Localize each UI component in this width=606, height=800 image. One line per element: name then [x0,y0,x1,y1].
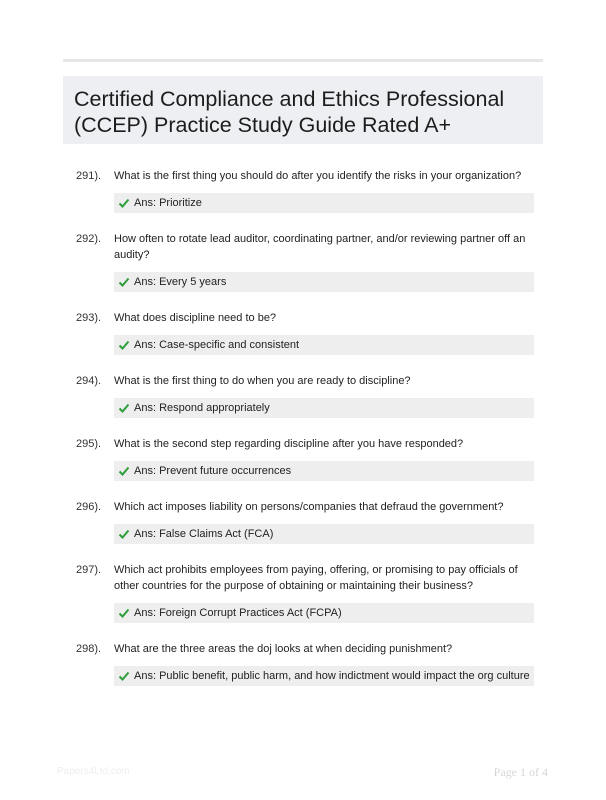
top-divider [63,59,543,62]
check-icon [118,402,130,414]
title-banner [63,76,543,144]
qa-item [0,310,606,355]
question-number: 294). [76,375,102,387]
check-icon [118,528,130,540]
answer-box [114,398,534,418]
question-text: What are the three areas the doj looks at when deciding punishment? [114,643,453,655]
qa-item [0,641,606,686]
answer-text: Ans: Prevent future occurrences [134,465,292,477]
qa-item [0,562,606,623]
answer-text: Ans: False Claims Act (FCA) [134,528,274,540]
answer-box [114,666,534,686]
question-number: 297). [76,564,102,576]
qa-item [0,373,606,418]
question-text: Which act prohibits employees from paying, offering, or promising to pay officials of other countries for the purpose of obtaining or maintaining their business? [114,564,518,592]
check-icon [118,276,130,288]
answer-text: Ans: Case-specific and consistent [134,339,300,351]
answer-box [114,603,534,623]
question-number: 296). [76,501,102,513]
qa-item [0,168,606,213]
question-number: 292). [76,233,102,245]
check-icon [118,197,130,209]
qa-item [0,231,606,292]
answer-text: Ans: Foreign Corrupt Practices Act (FCPA) [134,607,342,619]
answer-box [114,524,534,544]
qa-item [0,499,606,544]
answer-text: Ans: Prioritize [134,197,202,209]
answer-text: Ans: Respond appropriately [134,402,270,414]
answer-box [114,272,534,292]
answer-box [114,335,534,355]
question-list [0,168,606,686]
question-text: What does discipline need to be? [114,312,277,324]
answer-box [114,461,534,481]
answer-text: Ans: Public benefit, public harm, and how indictment would impact the org culture [134,670,530,682]
question-text: Which act imposes liability on persons/companies that defraud the government? [114,501,504,513]
qa-item [0,436,606,481]
check-icon [118,607,130,619]
question-text: What is the second step regarding discipline after you have responded? [114,438,464,450]
question-number: 295). [76,438,102,450]
check-icon [118,339,130,351]
question-number: 298). [76,643,102,655]
question-number: 291). [76,170,102,182]
question-number: 293). [76,312,102,324]
answer-text: Ans: Every 5 years [134,276,227,288]
answer-box [114,193,534,213]
document-title: Certified Compliance and Ethics Professional (CCEP) Practice Study Guide Rated A+ [74,87,505,137]
question-text: What is the first thing to do when you are ready to discipline? [114,375,411,387]
check-icon [118,465,130,477]
footer-watermark: Papers4Ltd.com [57,766,130,777]
question-text: What is the first thing you should do after you identify the risks in your organization? [114,170,522,182]
page-indicator: Page 1 of 4 [493,765,548,779]
question-text: How often to rotate lead auditor, coordinating partner, and/or reviewing partner off an audity? [114,233,526,261]
check-icon [118,670,130,682]
